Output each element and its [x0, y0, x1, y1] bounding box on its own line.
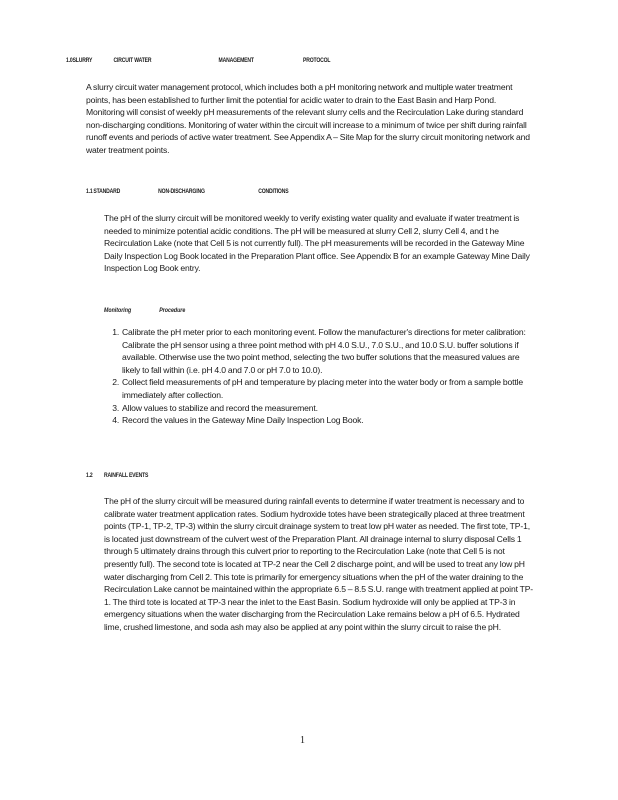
section-1-1-paragraph: The pH of the slurry circuit will be monitored weekly to verify existing water quality and evaluate if water treatment is needed to minimize potential acidic conditions. The pH will be measured at slurry Cell 2, slurry Cell 4, and t he Recirculation Lake (note that Cell 5 is not currently full). The pH measurements will be recorded in the Gateway Mine Daily Inspection Log Book located in the Preparation Plant office. See Appendix B for an example Gateway Mine Daily Inspection Log Book entry. — [104, 213, 530, 274]
section-1-1-heading — [86, 188, 289, 195]
procedure-step: 2. Collect field measurements of pH and temperature by placing meter into the water body or from a sample bottle immediately after collection. — [121, 376, 536, 401]
section-1-paragraph: A slurry circuit water management protocol, which includes both a pH monitoring network and multiple water treatment points, has been established to further limit the potential for acidic water to drain to the East Basin and Harp Pond. Monitoring will consist of weekly pH measurements of the relevant slurry cells and the Recirculation Lake during standard non-discharging conditions. Monitoring of water within the circuit will increase to a minimum of twice per shift during rainfall runoff events and periods of active water treatment. See Appendix A – Site Map for the slurry circuit monitoring network and water treatment points. — [86, 82, 530, 155]
section-1-2-paragraph: The pH of the slurry circuit will be measured during rainfall events to determine if water treatment is necessary and to calibrate water treatment application rates. Sodium hydroxide totes have been strategically placed at three treatment points (TP-1, TP-2, TP-3) within the slurry circuit drainage system to treat low pH water as needed. The first tote, TP-1, is located just downstream of the culvert west of the Preparation Plant. All drainage internal to slurry disposal Cells 1 through 5 ultimately drains through this culvert prior to reporting to the Recirculation Lake (note that Cell 5 is not presently full). The second tote is located at TP-2 near the Cell 2 discharge point, and will be used to treat any low pH water discharging from Cell 2. This tote is primarily for emergency situations when the pH of the water draining to the Recirculation Lake cannot be maintained within the appropriate 6.5 – 8.5 S.U. range with treatment applied at point TP-1. The third tote is located at TP-3 near the inlet to the East Basin. Sodium hydroxide will only be applied at TP-3 in emergency situations when the water discharging from the Recirculation Lake remains below a pH of 6.5. Hydrated lime, crushed limestone, and soda ash may also be applied at any point within the slurry circuit to raise the pH. — [104, 496, 533, 632]
section-1-1-heading-word: STANDARD — [93, 188, 121, 195]
section-1-number: 1.0 — [66, 57, 73, 64]
section-1-1-number: 1.1 — [86, 188, 93, 195]
section-1-heading-word: CIRCUIT WATER — [113, 57, 152, 64]
procedure-step: 1. Calibrate the pH meter prior to each monitoring event. Follow the manufacturer's directions for meter calibration: Calibrate the pH sensor using a three point method with pH 4.0 S.U., 7.0 S.U., and 10.0 S.U. buffer solutions if available. Otherwise use the two point method, selecting the two buffer solutions that the measured values are likely to fall within (i.e. pH 4.0 and 7.0 or pH 7.0 to 10.0). — [121, 326, 536, 376]
section-1-1-heading-word: NON-DISCHARGING — [158, 188, 205, 195]
section-1-2-number: 1.2 — [86, 472, 93, 479]
procedure-step: 3. Allow values to stabilize and record the measurement. — [121, 402, 536, 415]
monitoring-procedure-heading — [104, 307, 186, 314]
section-1-heading-word: PROTOCOL — [302, 57, 331, 64]
section-1-1-heading-word: CONDITIONS — [258, 188, 289, 195]
section-1-heading-word: MANAGEMENT — [218, 57, 254, 64]
procedure-heading-word: Monitoring — [104, 307, 132, 314]
section-1-2-heading-word: RAINFALL EVENTS — [104, 472, 149, 479]
page-number: 1 — [300, 735, 305, 746]
section-1-heading — [66, 57, 331, 64]
procedure-heading-word: Procedure — [159, 307, 186, 314]
procedure-steps-list — [104, 326, 536, 427]
procedure-step: 4. Record the values in the Gateway Mine Daily Inspection Log Book. — [121, 414, 536, 427]
section-1-heading-word: SLURRY — [72, 57, 93, 64]
section-1-2-heading — [86, 472, 149, 479]
